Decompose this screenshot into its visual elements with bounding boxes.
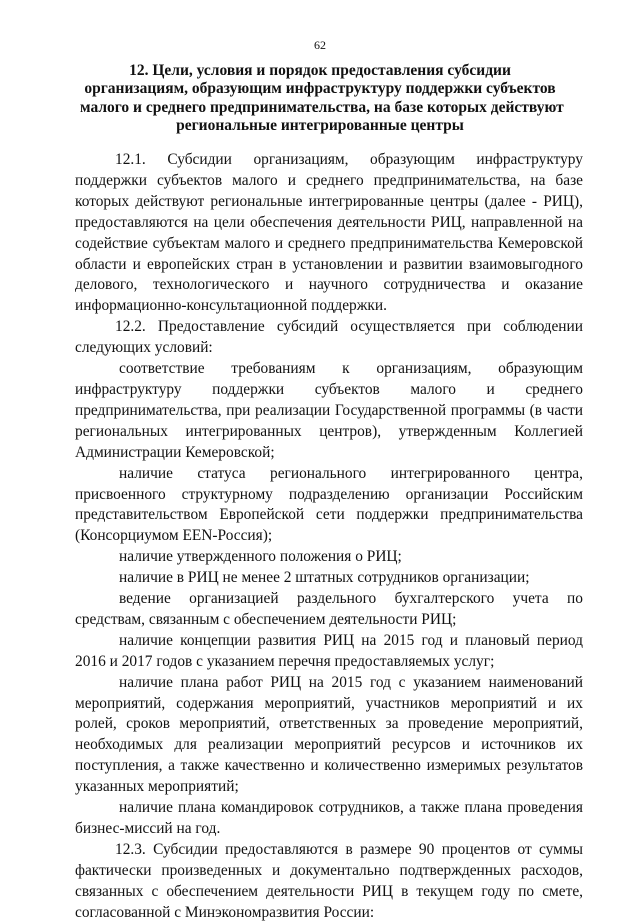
condition-work-plan: наличие плана работ РИЦ на 2015 год с указанием наименований мероприятий, содержания мероприятий, участников мероприятий и их ролей, сроков мероприятий, ответственных за проведение мероприятий, необходимых для реализации мероприятий ресурсов и источников их поступления, а также качественно и количественно измеримых результатов указанных мероприятий; [75, 673, 583, 796]
condition-regulation: наличие утвержденного положения о РИЦ; [119, 548, 402, 566]
condition-accounting: ведение организацией раздельного бухгалтерского учета по средствам, связанным с обеспечением деятельности РИЦ; [75, 590, 583, 628]
paragraph-12-2: 12.2. Предоставление субсидий осуществляется при соблюдении следующих условий: [75, 318, 583, 357]
condition-concept: наличие концепции развития РИЦ на 2015 год и плановый период 2016 и 2017 годов с указанием перечня предоставляемых услуг; [75, 631, 583, 670]
heading-line: малого и среднего предпринимательства, на базе которых действуют [80, 98, 564, 116]
condition-business-trips: наличие плана командировок сотрудников, а также плана проведения бизнес-миссий на год. [75, 799, 583, 837]
paragraph-12-1: 12.1. Субсидии организациям, образующим инфраструктуру поддержки субъектов малого и среднего предпринимательства, на базе которых действуют региональные интегрированные центры (далее - РИЦ), предоставляются на цели обеспечения деятельности РИЦ, направленной на содействие субъектам малого и среднего предпринимательства Кемеровской области и европейских стран в установлении и развитии взаимовыгодного делового, технологического и научного сотрудничества и оказание информационно-консультационной поддержки. [75, 151, 583, 315]
heading-line: 12. Цели, условия и порядок предоставления субсидии [129, 62, 511, 79]
body-text [75, 150, 583, 924]
condition-status: наличие статуса регионального интегрированного центра, присвоенного структурному подразделению организации Российским представительством Европейской сети поддержки предпринимательства (Консорциумом EEN-Россия); [75, 464, 583, 545]
heading-line: региональные интегрированные центры [176, 116, 464, 134]
page-number: 62 [314, 38, 326, 52]
section-heading [80, 62, 564, 135]
condition-staff: наличие в РИЦ не менее 2 штатных сотрудников организации; [119, 569, 530, 587]
paragraph-12-3: 12.3. Субсидии предоставляются в размере 90 процентов от суммы фактически произведенных и документально подтвержденных расходов, связанных с обеспечением деятельности РИЦ в текущем году по смете, согласованной с Минэкономразвития России: [75, 840, 583, 921]
condition-requirements: соответствие требованиям к организациям, образующим инфраструктуру поддержки субъектов малого и среднего предпринимательства, при реализации Государственной программы (в части региональных интегрированных центров), утвержденным Коллегией Администрации Кемеровской; [75, 360, 583, 461]
heading-line: организациям, образующим инфраструктуру поддержки субъектов [84, 80, 556, 98]
